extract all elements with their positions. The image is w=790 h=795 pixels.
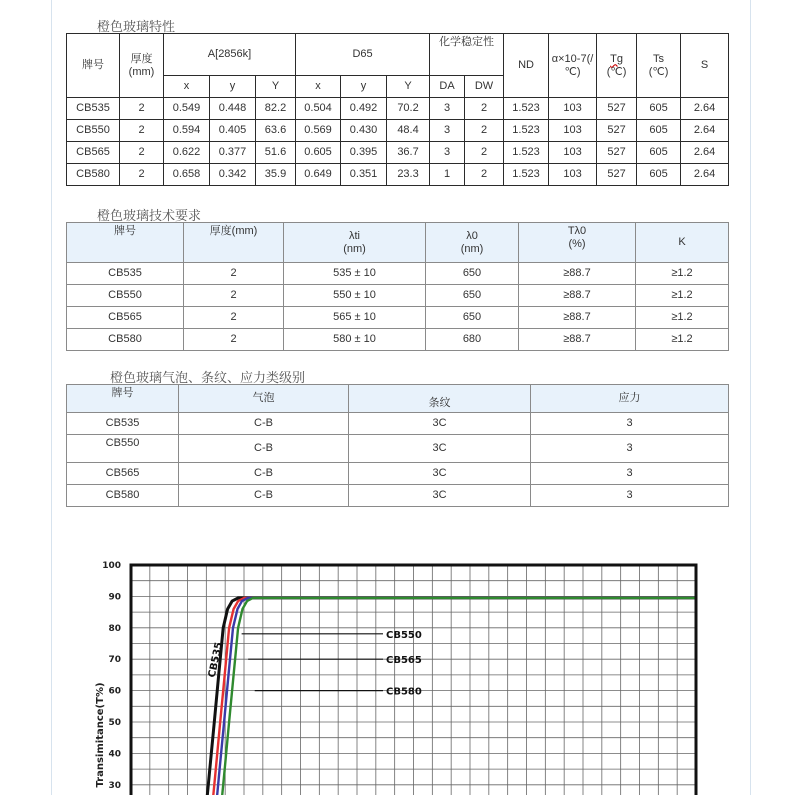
table-cell: 650 [426, 307, 519, 329]
table-cell: CB580 [67, 164, 120, 186]
table-cell: ≥1.2 [636, 329, 729, 351]
table-row [67, 485, 729, 507]
y-tick-label: 80 [108, 623, 121, 634]
table-cell: ≥1.2 [636, 263, 729, 285]
table-cell: 0.405 [210, 120, 256, 142]
table-cell: ≥1.2 [636, 285, 729, 307]
col-tg-label: Tg [610, 52, 623, 65]
col-grade: 牌号 [67, 34, 120, 98]
table-row [67, 285, 729, 307]
col-t-lambda0 [519, 223, 636, 263]
annotation-cb580: CB580 [386, 686, 422, 698]
table-cell: 550 ± 10 [284, 285, 426, 307]
col-thickness: 厚度(mm) [184, 223, 284, 263]
table-cell: 3 [430, 142, 465, 164]
y-tick-label: 90 [108, 592, 121, 603]
table-cell: 51.6 [256, 142, 296, 164]
col-ts [637, 34, 681, 98]
left-frame-line [51, 0, 52, 795]
table-cell: 680 [426, 329, 519, 351]
y-tick-label: 100 [102, 561, 121, 571]
col-ts-unit: (℃) [648, 65, 669, 78]
table-cell: 103 [549, 164, 597, 186]
col-da: DA [430, 76, 465, 98]
table-cell: 0.492 [341, 98, 387, 120]
series-annotations [207, 630, 422, 698]
table-row [67, 263, 729, 285]
table-cell: CB565 [67, 142, 120, 164]
y-tick-label: 50 [108, 718, 121, 728]
table-cell: CB580 [67, 329, 184, 351]
col-lambda-t-unit: (nm) [343, 242, 366, 255]
table-cell: 2 [120, 142, 164, 164]
annotation-cb550: CB550 [386, 629, 422, 641]
annotation-cb565: CB565 [386, 655, 422, 667]
col-d-y: y [341, 76, 387, 98]
table-cell: 1.523 [504, 120, 549, 142]
table-cell: 2 [465, 120, 504, 142]
table-cell: 35.9 [256, 164, 296, 186]
table-cell: 2 [465, 142, 504, 164]
col-lambda-t-label: λti [349, 229, 360, 242]
table-cell: 70.2 [387, 98, 430, 120]
table-cell: 2 [120, 120, 164, 142]
col-d-Y: Y [387, 76, 430, 98]
col-ts-label: Ts [653, 52, 665, 65]
table-cell: 0.622 [164, 142, 210, 164]
table-cell: 1 [430, 164, 465, 186]
table-row [67, 307, 729, 329]
table-cell: 2.64 [681, 120, 729, 142]
table-cell: 3C [349, 485, 531, 507]
table-cell: 1.523 [504, 98, 549, 120]
table-cell: 535 ± 10 [284, 263, 426, 285]
table-row [67, 164, 729, 186]
table-cell: 2 [465, 98, 504, 120]
table-cell: 82.2 [256, 98, 296, 120]
y-tick-label: 70 [108, 655, 121, 666]
col-t-lambda0-unit: (%) [568, 238, 586, 250]
table-cell: 2 [184, 285, 284, 307]
table-cell: 0.549 [164, 98, 210, 120]
col-a2856k: A[2856k] [164, 34, 296, 76]
col-tg [597, 34, 637, 98]
table-cell: 2.64 [681, 98, 729, 120]
table-cell: 2 [184, 263, 284, 285]
col-thickness: 厚度(mm) [120, 34, 164, 98]
table3-title: 橙色玻璃气泡、条纹、应力类级别 [110, 371, 306, 386]
table-cell: 3 [531, 435, 729, 463]
transmittance-chart [93, 555, 703, 795]
table-cell: CB550 [67, 435, 179, 463]
table-cell: 0.658 [164, 164, 210, 186]
y-tick-label: 40 [108, 749, 121, 760]
col-d65: D65 [296, 34, 430, 76]
glass-properties-table [66, 33, 729, 186]
col-lambda-t [284, 223, 426, 263]
table-cell: 0.594 [164, 120, 210, 142]
table-cell: 1.523 [504, 164, 549, 186]
table-cell: 63.6 [256, 120, 296, 142]
col-grade: 牌号 [67, 385, 179, 413]
table-cell: 3C [349, 413, 531, 435]
defect-grade-table [66, 384, 729, 507]
col-chem-stability: 化学稳定性 [430, 34, 504, 76]
table-cell: 605 [637, 164, 681, 186]
table-row [67, 463, 729, 485]
table-cell: C-B [179, 413, 349, 435]
table-cell: 3 [531, 485, 729, 507]
col-grade: 牌号 [67, 223, 184, 263]
table-cell: 2 [184, 307, 284, 329]
y-axis-label: Transimitance(T%) [95, 682, 106, 788]
table-cell: 2.64 [681, 142, 729, 164]
table-cell: CB550 [67, 120, 120, 142]
table-cell: C-B [179, 435, 349, 463]
table-cell: 0.649 [296, 164, 341, 186]
table-row [67, 435, 729, 463]
col-lambda0-label: λ0 [466, 229, 478, 242]
table-row [67, 120, 729, 142]
table-cell: 565 ± 10 [284, 307, 426, 329]
table-cell: 103 [549, 142, 597, 164]
table-cell: 605 [637, 142, 681, 164]
table-cell: CB550 [67, 285, 184, 307]
table-cell: 3C [349, 435, 531, 463]
col-alpha: α×10-7(/℃) [549, 34, 597, 98]
col-bubble: 气泡 [179, 385, 349, 413]
table-cell: 1.523 [504, 142, 549, 164]
table-row [67, 98, 729, 120]
table-cell: 3C [349, 463, 531, 485]
table-cell: 3 [531, 413, 729, 435]
table-cell: 0.504 [296, 98, 341, 120]
table-cell: ≥88.7 [519, 307, 636, 329]
col-lambda0-unit: (nm) [460, 242, 484, 255]
col-nd: ND [504, 34, 549, 98]
table-cell: 650 [426, 285, 519, 307]
table-cell: CB565 [67, 463, 179, 485]
col-a-Y: Y [256, 76, 296, 98]
table-cell: 2 [184, 329, 284, 351]
table-cell: 3 [430, 120, 465, 142]
table-cell: 2 [120, 164, 164, 186]
table-cell: 0.569 [296, 120, 341, 142]
col-s: S [681, 34, 729, 98]
col-k: K [636, 223, 729, 263]
table-cell: 580 ± 10 [284, 329, 426, 351]
table-cell: 0.605 [296, 142, 341, 164]
col-t-lambda0-label: Tλ0 [567, 225, 587, 237]
table-row [67, 329, 729, 351]
table-cell: C-B [179, 463, 349, 485]
y-tick-label: 30 [108, 780, 121, 791]
table1-body [67, 98, 729, 186]
table-cell: ≥1.2 [636, 307, 729, 329]
table-cell: 0.395 [341, 142, 387, 164]
table-cell: 527 [597, 164, 637, 186]
table-cell: 527 [597, 98, 637, 120]
table-cell: CB535 [67, 263, 184, 285]
table-cell: 0.377 [210, 142, 256, 164]
table-cell: 48.4 [387, 120, 430, 142]
table-cell: CB580 [67, 485, 179, 507]
col-dw: DW [465, 76, 504, 98]
table2-body [67, 263, 729, 351]
table-cell: 0.351 [341, 164, 387, 186]
table-cell: 605 [637, 120, 681, 142]
table2-title: 橙色玻璃技术要求 [97, 209, 202, 224]
table-cell: ≥88.7 [519, 263, 636, 285]
table-cell: 2.64 [681, 164, 729, 186]
table-cell: ≥88.7 [519, 285, 636, 307]
table-cell: 3 [531, 463, 729, 485]
col-stress: 应力 [531, 385, 729, 413]
table-cell: CB535 [67, 98, 120, 120]
annotation-cb535: CB535 [206, 641, 226, 679]
table-cell: 103 [549, 98, 597, 120]
table-cell: 103 [549, 120, 597, 142]
table-cell: 527 [597, 142, 637, 164]
table-row [67, 413, 729, 435]
col-a-y: y [210, 76, 256, 98]
table-row [67, 142, 729, 164]
table-cell: 3 [430, 98, 465, 120]
table-cell: 0.448 [210, 98, 256, 120]
table-cell: 23.3 [387, 164, 430, 186]
table-cell: CB535 [67, 413, 179, 435]
table-cell: 2 [120, 98, 164, 120]
col-stripe: 条纹 [349, 385, 531, 413]
table-cell: ≥88.7 [519, 329, 636, 351]
table-cell: 650 [426, 263, 519, 285]
right-frame-line [750, 0, 751, 795]
technical-requirements-table [66, 222, 729, 351]
col-tg-unit: (℃) [606, 65, 627, 78]
table-cell: 527 [597, 120, 637, 142]
y-tick-label: 60 [108, 686, 121, 697]
table-cell: 605 [637, 98, 681, 120]
table-cell: 0.342 [210, 164, 256, 186]
table1-title: 橙色玻璃特性 [97, 20, 176, 35]
table-cell: CB565 [67, 307, 184, 329]
col-a-x: x [164, 76, 210, 98]
table-cell: 0.430 [341, 120, 387, 142]
table3-body [67, 413, 729, 507]
table-cell: 36.7 [387, 142, 430, 164]
table-cell: C-B [179, 485, 349, 507]
col-d-x: x [296, 76, 341, 98]
table-cell: 2 [465, 164, 504, 186]
col-lambda0 [426, 223, 519, 263]
